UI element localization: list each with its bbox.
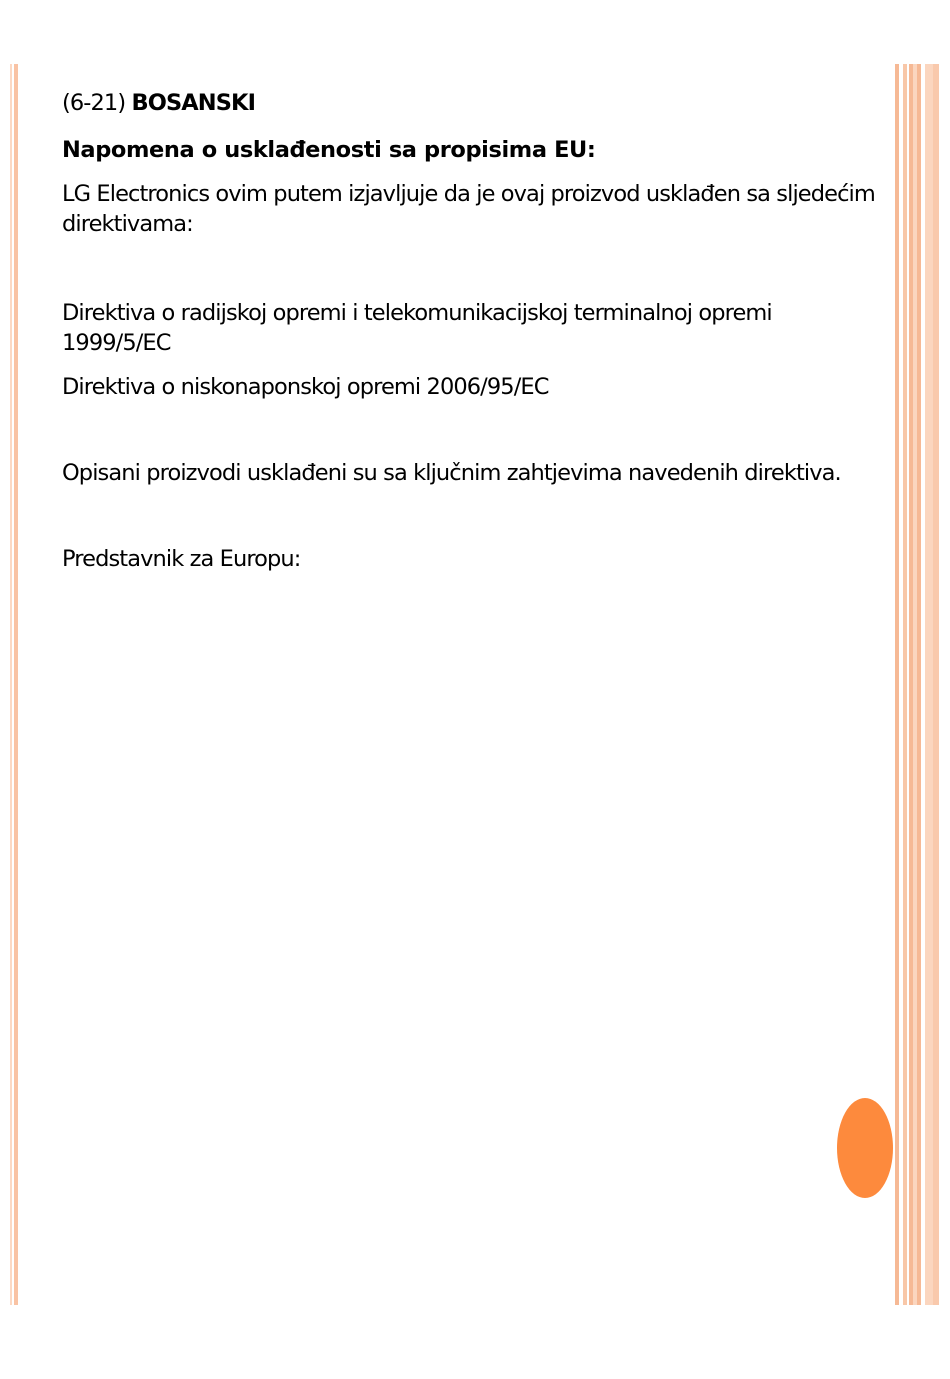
directive-1-line-2: 1999/5/EC <box>62 330 171 356</box>
section-language: BOSANSKI <box>131 90 256 116</box>
orange-oval-decoration <box>837 1098 893 1198</box>
directive-radio-equipment <box>62 298 902 358</box>
document-body <box>62 88 902 574</box>
section-code: (6-21) <box>62 90 126 116</box>
intro-paragraph <box>62 179 902 239</box>
directive-1-line-1: Direktiva o radijskoj opremi i telekomunikacijskoj terminalnoj opremi <box>62 300 772 326</box>
conformity-statement <box>62 458 902 488</box>
representative-line: Predstavnik za Europu: <box>62 546 301 572</box>
intro-line-2: direktivama: <box>62 211 193 237</box>
intro-line-1: LG Electronics ovim putem izjavljuje da je ovaj proizvod usklađen sa sljedećim <box>62 181 875 207</box>
conformity-line: Opisani proizvodi usklađeni su sa ključnim zahtjevima navedenih direktiva. <box>62 460 841 486</box>
representative-label <box>62 544 902 574</box>
section-heading <box>62 88 902 118</box>
directive-low-voltage <box>62 372 902 402</box>
left-decorative-border <box>10 64 18 1305</box>
directive-2-line-1: Direktiva o niskonaponskoj opremi 2006/95/EC <box>62 374 549 400</box>
compliance-title: Napomena o usklađenosti sa propisima EU: <box>62 137 596 163</box>
